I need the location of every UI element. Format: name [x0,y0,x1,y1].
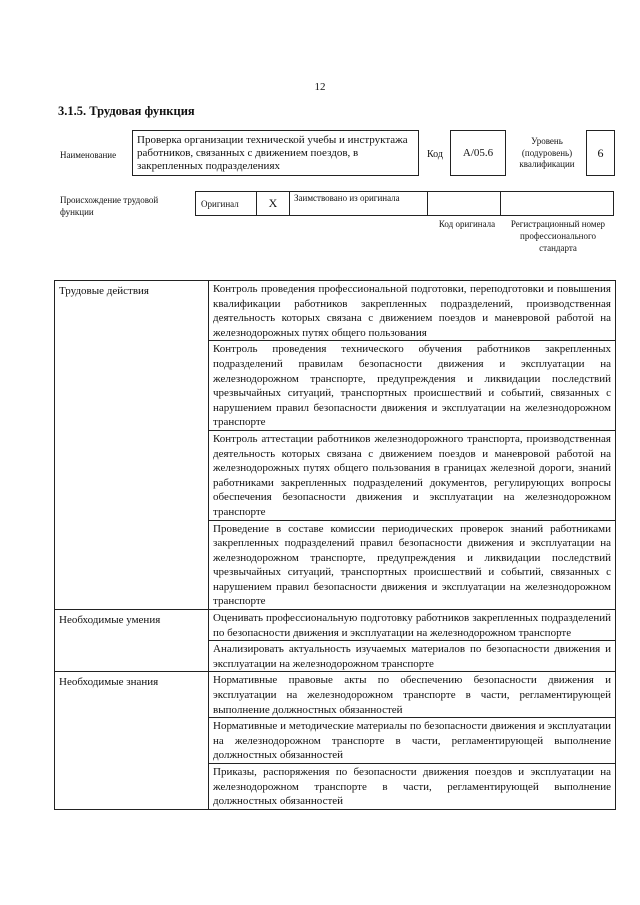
table-row [55,672,616,718]
description-cell: Анализировать актуальность изучаемых материалов по безопасности движения и эксплуатации на железнодорожном транспорте [209,641,616,672]
category-cell: Необходимые умения [55,610,209,672]
code-label: Код [427,149,443,160]
origin-label: Происхождение трудовой функции [60,195,159,217]
level-value-box: 6 [586,130,615,176]
reg-number-cell [500,191,614,216]
original-code-cell [427,191,501,216]
code-value-box: A/05.6 [450,130,506,176]
level-label: Уровень (подуровень) квалификации [519,136,575,169]
reg-number-caption: Регистрационный номер профессионального стандарта [510,219,606,253]
description-cell: Оценивать профессиональную подготовку работников закрепленных подразделений по безопасности движения и эксплуатации на железнодорожном транспорте [209,610,616,641]
description-cell: Нормативные и методические материалы по безопасности движения и эксплуатации на железнодорожном транспорте в части, регламентирующей выполнение должностных обязанностей [209,718,616,764]
function-name-box: Проверка организации технической учебы и инструктажа работников, связанных с движением поездов, в закрепленных подразделениях [132,130,419,176]
table-row [55,281,616,341]
description-cell: Приказы, распоряжения по безопасности движения поездов и эксплуатации на железнодорожном транспорте в части, регламентирующей выполнение должностных обязанностей [209,764,616,810]
category-cell: Необходимые знания [55,672,209,809]
description-cell: Контроль проведения технического обучения работников закрепленных подразделений правилам безопасности движения и эксплуатации на железнодорожном транспорте, предупреждения и ликвидации последствий чрезвычайных ситуаций, транспортных происшествий и событий, связанных с нарушением правил безопасности движения и эксплуатации на железнодорожном транспорте [209,341,616,431]
labor-function-table [54,280,616,810]
original-code-caption: Код оригинала [438,219,496,229]
category-cell: Трудовые действия [55,281,209,610]
name-label: Наименование [60,150,117,160]
description-cell: Проведение в составе комиссии периодических проверок знаний работниками закрепленных подразделений правил безопасности движения и эксплуатации на железнодорожном транспорте, предупреждения и ликвидации последствий чрезвычайных ситуаций, транспортных происшествий и событий, связанных с нарушением правил безопасности движения и эксплуатации на железнодорожном транспорте [209,520,616,610]
page-number: 12 [314,81,326,93]
origin-row [196,191,616,216]
description-cell: Нормативные правовые акты по обеспечению безопасности движения и эксплуатации на железнодорожном транспорте в части, регламентирующей выполнение должностных обязанностей [209,672,616,718]
description-cell: Контроль проведения профессиональной подготовки, переподготовки и повышения квалификации работников закрепленных подразделений, производственная деятельность которых связана с движением поездов и маневровой работой на железнодорожных путях общего пользования [209,281,616,341]
original-cell: Оригинал [195,191,257,216]
section-title: 3.1.5. Трудовая функция [58,104,195,118]
borrowed-cell: Заимствовано из оригинала [289,191,428,216]
description-cell: Контроль аттестации работников железнодорожного транспорта, производственная деятельность которых связана с движением поездов и маневровой работой на железнодорожных путях общего пользования в границах железной дороги, знаний работниками закрепленных подразделений документов, регулирующих вопросы обеспечения безопасности движения и эксплуатации на железнодорожном транспорте [209,430,616,520]
original-mark-cell: X [256,191,290,216]
table-row [55,610,616,641]
